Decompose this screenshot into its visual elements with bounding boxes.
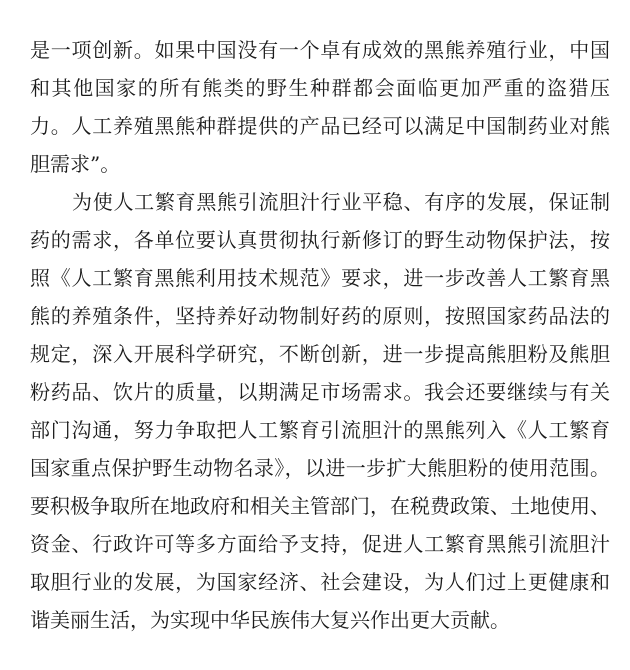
text-line: 力。人工养殖黑熊种群提供的产品已经可以满足中国制药业对熊: [30, 114, 610, 138]
text-line: 要积极争取所在地政府和相关主管部门，在税费政策、土地使用、: [30, 494, 610, 518]
text-line: 是一项创新。如果中国没有一个卓有成效的黑熊养殖行业，中国: [30, 38, 610, 62]
text-line: 粉药品、饮片的质量，以期满足市场需求。我会还要继续与有关: [30, 380, 610, 404]
text-line: 国家重点保护野生动物名录》，以进一步扩大熊胆粉的使用范围。: [30, 456, 610, 480]
text-line: 规定，深入开展科学研究，不断创新，进一步提高熊胆粉及熊胆: [30, 342, 610, 366]
text-line: 照《人工繁育黑熊利用技术规范》要求，进一步改善人工繁育黑: [30, 266, 610, 290]
text-line: 部门沟通，努力争取把人工繁育引流胆汁的黑熊列入《人工繁育: [30, 418, 610, 442]
text-line: 胆需求”。: [30, 152, 121, 176]
text-line: 和其他国家的所有熊类的野生种群都会面临更加严重的盗猎压: [30, 76, 610, 100]
text-line: 资金、行政许可等多方面给予支持，促进人工繁育黑熊引流胆汁: [30, 532, 610, 556]
paragraph-first-line: 为使人工繁育黑熊引流胆汁行业平稳、有序的发展，保证制: [72, 190, 610, 214]
document-text: [30, 31, 610, 639]
text-line: 药的需求，各单位要认真贯彻执行新修订的野生动物保护法，按: [30, 228, 610, 252]
text-line: 熊的养殖条件，坚持养好动物制好药的原则，按照国家药品法的: [30, 304, 610, 328]
text-line: 取胆行业的发展，为国家经济、社会建设，为人们过上更健康和: [30, 570, 610, 594]
text-line: 谐美丽生活，为实现中华民族伟大复兴作出更大贡献。: [30, 608, 510, 632]
